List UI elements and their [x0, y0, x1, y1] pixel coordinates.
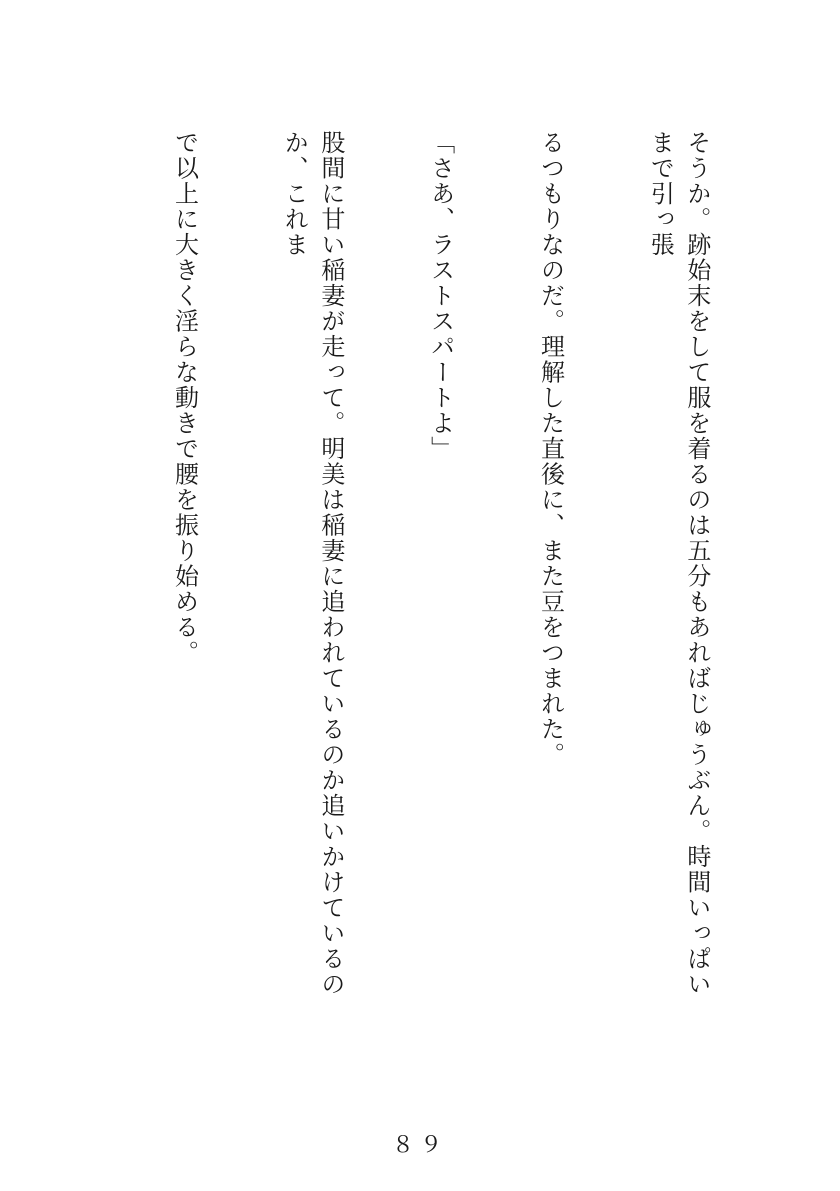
text-line: 「さあ、ラストスパートよ」 [426, 130, 455, 462]
text-line: で以上に大きく淫らな動きで腰を振り始める。 [170, 130, 199, 666]
text-line: そうか。跡始末をして服を着るのは五分もあればじゅうぶん。時間いっぱいまで引っ張 [646, 130, 711, 997]
page-number: ８９ [391, 1133, 448, 1158]
text-line: 股間に甘い稲妻が走って。明美は稲妻に追われているのか追いかけているのか、これま [280, 130, 345, 997]
text-line: るつもりなのだ。理解した直後に、また豆をつまれた。 [536, 130, 565, 768]
blank-line [56, 130, 93, 1010]
vertical-text-body [28, 130, 788, 1010]
